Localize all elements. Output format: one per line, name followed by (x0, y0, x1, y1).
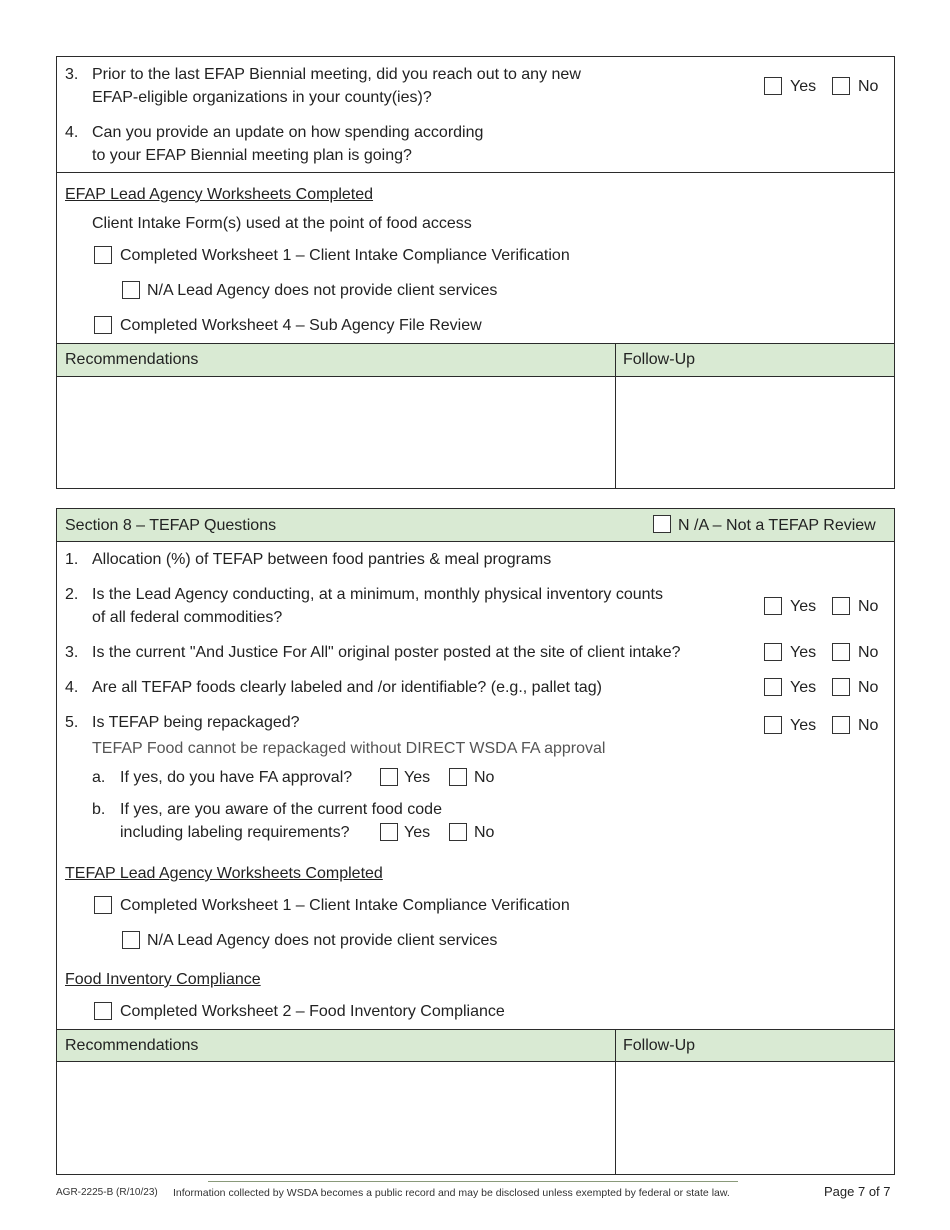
question-text: Allocation (%) of TEFAP between food pantries & meal programs (92, 551, 552, 568)
section-title: Section 8 – TEFAP Questions (65, 517, 277, 534)
worksheets-heading: TEFAP Lead Agency Worksheets Completed (65, 865, 383, 882)
divider (56, 172, 895, 173)
not-tefap-review-checkbox[interactable] (653, 515, 671, 533)
worksheet-1-label: Completed Worksheet 1 – Client Intake Compliance Verification (120, 897, 570, 914)
recommendations-field[interactable] (57, 377, 614, 488)
no-label: No (858, 78, 879, 95)
no-checkbox[interactable] (832, 643, 850, 661)
no-checkbox[interactable] (449, 768, 467, 786)
yes-label: Yes (790, 679, 817, 696)
intake-note: Client Intake Form(s) used at the point of food access (92, 215, 472, 232)
yes-checkbox[interactable] (380, 768, 398, 786)
no-label: No (858, 598, 879, 615)
follow-up-heading: Follow-Up (623, 351, 696, 368)
question-number: 3. (65, 644, 79, 661)
follow-up-field[interactable] (616, 1062, 894, 1174)
divider (56, 541, 895, 542)
worksheet-1-checkbox[interactable] (94, 896, 112, 914)
yes-label: Yes (404, 824, 431, 841)
sub-question-text: including labeling requirements? (120, 824, 350, 841)
page-number: Page 7 of 7 (824, 1184, 891, 1199)
worksheet-1-label: Completed Worksheet 1 – Client Intake Compliance Verification (120, 247, 570, 264)
worksheet-1-na-checkbox[interactable] (122, 281, 140, 299)
no-label: No (858, 644, 879, 661)
form-id: AGR-2225-B (R/10/23) (56, 1187, 158, 1198)
follow-up-field[interactable] (616, 377, 894, 488)
yes-label: Yes (790, 78, 817, 95)
recommendations-heading: Recommendations (65, 351, 199, 368)
question-text: Is the Lead Agency conducting, at a minimum, monthly physical inventory counts (92, 586, 663, 603)
inventory-heading: Food Inventory Compliance (65, 971, 261, 988)
no-label: No (858, 717, 879, 734)
question-number: 1. (65, 551, 79, 568)
yes-label: Yes (404, 769, 431, 786)
recommendations-field[interactable] (57, 1062, 614, 1174)
yes-label: Yes (790, 644, 817, 661)
not-tefap-review-label: N /A – Not a TEFAP Review (678, 517, 876, 534)
yes-checkbox[interactable] (764, 597, 782, 615)
sub-question-letter: a. (92, 769, 106, 786)
question-number: 5. (65, 714, 79, 731)
no-label: No (858, 679, 879, 696)
worksheet-4-label: Completed Worksheet 4 – Sub Agency File Review (120, 317, 482, 334)
no-label: No (474, 769, 495, 786)
worksheet-1-na-checkbox[interactable] (122, 931, 140, 949)
divider (56, 1029, 895, 1030)
question-number: 2. (65, 586, 79, 603)
question-number: 4. (65, 679, 79, 696)
divider (56, 343, 895, 344)
yes-checkbox[interactable] (764, 716, 782, 734)
worksheet-2-checkbox[interactable] (94, 1002, 112, 1020)
footer-rule (208, 1181, 738, 1182)
yes-label: Yes (790, 717, 817, 734)
recommendations-heading: Recommendations (65, 1037, 199, 1054)
sub-question-text: If yes, do you have FA approval? (120, 769, 353, 786)
yes-checkbox[interactable] (380, 823, 398, 841)
question-text: Prior to the last EFAP Biennial meeting, did you reach out to any new (92, 66, 581, 83)
follow-up-heading: Follow-Up (623, 1037, 696, 1054)
worksheet-2-label: Completed Worksheet 2 – Food Inventory Compliance (120, 1003, 505, 1020)
no-checkbox[interactable] (832, 678, 850, 696)
worksheet-1-checkbox[interactable] (94, 246, 112, 264)
worksheet-1-na-label: N/A Lead Agency does not provide client services (147, 282, 498, 299)
question-text: to your EFAP Biennial meeting plan is going? (92, 147, 412, 164)
yes-checkbox[interactable] (764, 77, 782, 95)
question-text: EFAP-eligible organizations in your county(ies)? (92, 89, 432, 106)
question-text: Is the current "And Justice For All" original poster posted at the site of client intake? (92, 644, 681, 661)
worksheet-4-checkbox[interactable] (94, 316, 112, 334)
no-checkbox[interactable] (832, 77, 850, 95)
worksheet-1-na-label: N/A Lead Agency does not provide client services (147, 932, 498, 949)
no-label: No (474, 824, 495, 841)
sub-question-text: If yes, are you aware of the current food code (120, 801, 442, 818)
footer-disclaimer: Information collected by WSDA becomes a public record and may be disclosed unless exempted by federal or state law. (173, 1187, 730, 1199)
no-checkbox[interactable] (832, 597, 850, 615)
question-text: Can you provide an update on how spending according (92, 124, 484, 141)
question-text: Is TEFAP being repackaged? (92, 714, 300, 731)
question-number: 3. (65, 66, 79, 83)
worksheets-heading: EFAP Lead Agency Worksheets Completed (65, 186, 374, 203)
sub-question-letter: b. (92, 801, 106, 818)
no-checkbox[interactable] (449, 823, 467, 841)
question-number: 4. (65, 124, 79, 141)
yes-checkbox[interactable] (764, 678, 782, 696)
question-text: Are all TEFAP foods clearly labeled and /or identifiable? (e.g., pallet tag) (92, 679, 602, 696)
no-checkbox[interactable] (832, 716, 850, 734)
yes-label: Yes (790, 598, 817, 615)
yes-checkbox[interactable] (764, 643, 782, 661)
question-text: of all federal commodities? (92, 609, 283, 626)
repackage-note: TEFAP Food cannot be repackaged without DIRECT WSDA FA approval (92, 740, 606, 757)
